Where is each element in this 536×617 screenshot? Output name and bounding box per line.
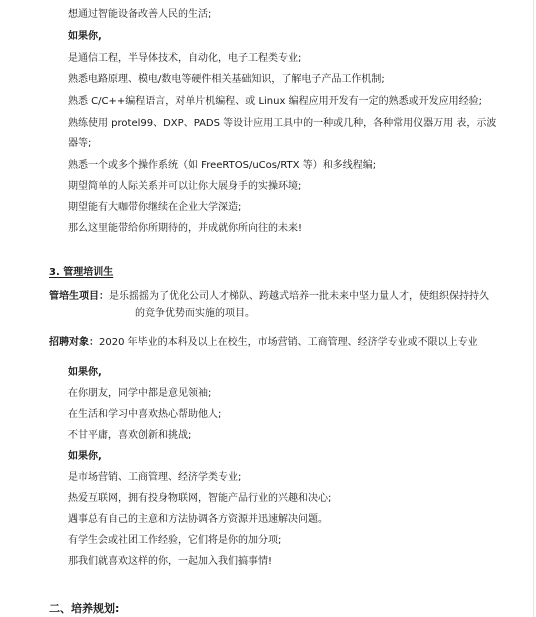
requirement-item: 熟悉电路原理、模电/数电等硬件相关基础知识，了解电子产品工作机制; — [68, 74, 385, 85]
if-you-heading: 如果你, — [68, 367, 102, 378]
project-label: 管培生项目： — [49, 291, 109, 302]
intro-tail: 想通过智能设备改善人民的生活; — [68, 9, 212, 20]
closing-line: 那我们就喜欢这样的你，一起加入我们搞事情! — [68, 556, 273, 567]
skill-item: 是市场营销、工商管理、经济学类专业; — [68, 472, 242, 483]
requirement-item: 熟悉 C/C++编程语言，对单片机编程、或 Linux 编程应用开发有一定的熟悉或开发应用经验; — [68, 96, 482, 107]
recruit-target — [49, 336, 478, 350]
requirement-item: 期望简单的人际关系并可以让你大展身手的实操环境; — [68, 181, 302, 192]
project-text: 是乐摇摇为了优化公司人才梯队、跨越式培养一批未来中坚力量人才，使组织保持持久 — [109, 291, 489, 302]
recruit-text: 2020 年毕业的本科及以上在校生，市场营销、工商管理、经济学专业或不限以上专业 — [99, 337, 478, 348]
project-text-continued: 的竞争优势而实施的项目。 — [135, 308, 255, 319]
recruit-label: 招聘对象： — [49, 337, 99, 348]
section-heading-management-trainee: 3. 管理培训生 — [49, 267, 114, 278]
requirement-item: 熟练使用 protel99、DXP、PADS 等设计应用工具中的一种或几种，各种常用仪器万用 表，示波 — [68, 118, 497, 129]
if-you-heading: 如果你, — [68, 31, 102, 42]
requirement-item-continued: 器等; — [68, 138, 92, 149]
page-edge-line — [533, 0, 534, 617]
trait-item: 不甘平庸，喜欢创新和挑战; — [68, 430, 192, 441]
skill-item: 热爱互联网，拥有投身物联网，智能产品行业的兴趣和决心; — [68, 493, 332, 504]
requirement-item: 是通信工程，半导体技术，自动化，电子工程类专业; — [68, 53, 302, 64]
trait-item: 在生活和学习中喜欢热心帮助他人; — [68, 409, 222, 420]
skill-item: 有学生会或社团工作经验，它们将是你的加分项; — [68, 535, 282, 546]
skill-item: 遇事总有自己的主意和方法协调各方资源并迅速解决问题。 — [68, 514, 328, 525]
if-you-heading: 如果你, — [68, 451, 102, 462]
closing-line: 那么这里能带给你所期待的，并成就你所向往的未来! — [68, 223, 303, 234]
requirement-item: 熟悉一个或多个操作系统（如 FreeRTOS/uCos/RTX 等）和多线程编; — [68, 160, 377, 171]
project-description — [49, 290, 489, 304]
requirement-item: 期望能有大咖带你继续在企业大学深造; — [68, 202, 242, 213]
section-heading-training-plan: 二、培养规划: — [49, 602, 120, 615]
trait-item: 在你朋友，同学中都是意见领袖; — [68, 388, 212, 399]
